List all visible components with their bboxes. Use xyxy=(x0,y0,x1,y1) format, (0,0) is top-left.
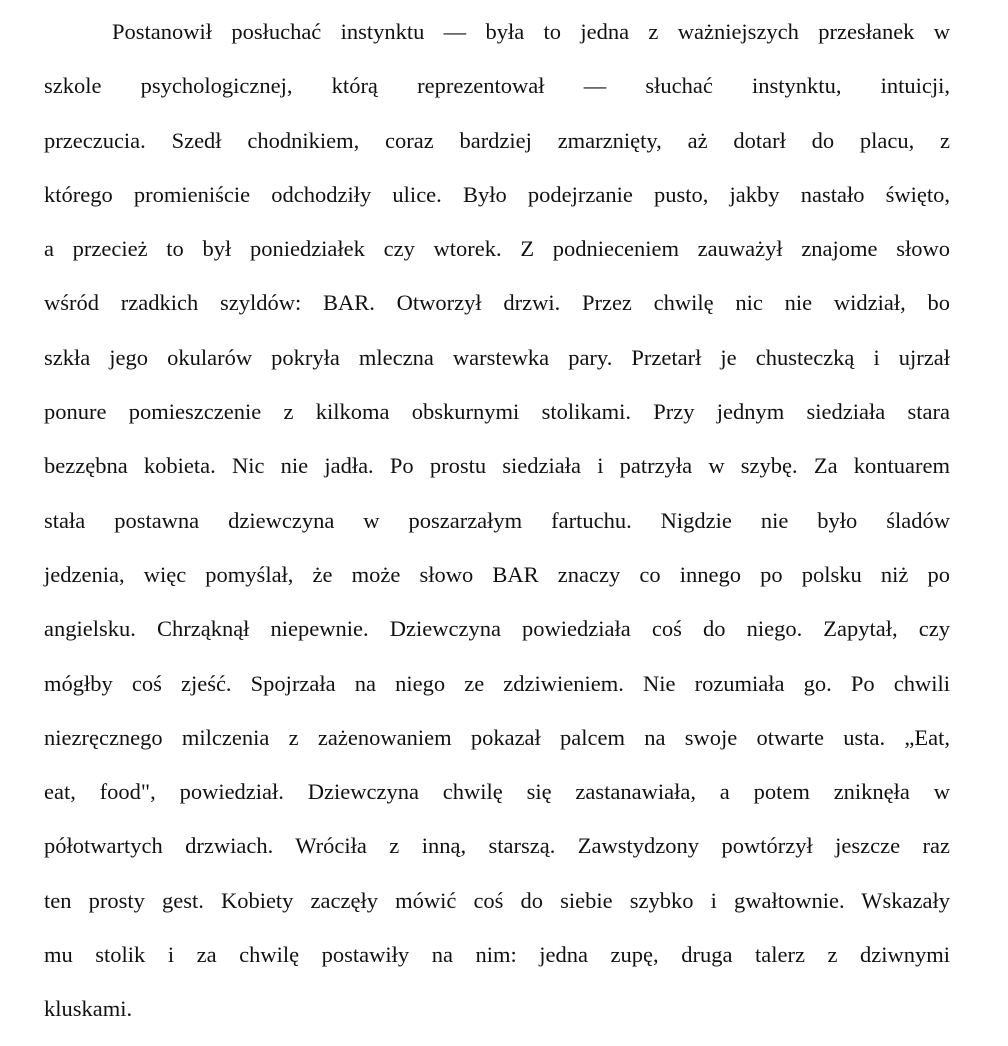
paragraph-line: niezręcznego milczenia z zażenowaniem pokazał palcem na swoje otwarte usta. „Eat, xyxy=(44,724,950,750)
paragraph-line: mógłby coś zjeść. Spojrzała na niego ze zdziwieniem. Nie rozumiała go. Po chwili xyxy=(44,670,950,696)
body-paragraph xyxy=(44,14,950,1046)
paragraph-line: szkole psychologicznej, którą reprezentował — słuchać instynktu, intuicji, xyxy=(44,73,950,99)
paragraph-line: szkła jego okularów pokryła mleczna warstewka pary. Przetarł je chusteczką i ujrzał xyxy=(44,344,950,370)
paragraph-line: kluskami. xyxy=(44,996,133,1022)
paragraph-line: Postanowił posłuchać instynktu — była to jedna z ważniejszych przesłanek w xyxy=(112,19,950,44)
paragraph-line: którego promieniście odchodziły ulice. Było podejrzanie pusto, jakby nastało święto, xyxy=(44,181,950,207)
paragraph-line: przeczucia. Szedł chodnikiem, coraz bardziej zmarznięty, aż dotarł do placu, z xyxy=(44,127,950,153)
document-page xyxy=(44,14,950,1046)
paragraph-line: bezzębna kobieta. Nic nie jadła. Po prostu siedziała i patrzyła w szybę. Za kontuarem xyxy=(44,453,950,479)
paragraph-line: ponure pomieszczenie z kilkoma obskurnymi stolikami. Przy jednym siedziała stara xyxy=(44,399,950,425)
paragraph-line: wśród rzadkich szyldów: BAR. Otworzył drzwi. Przez chwilę nic nie widział, bo xyxy=(44,290,950,316)
paragraph-line: angielsku. Chrząknął niepewnie. Dziewczyna powiedziała coś do niego. Zapytał, czy xyxy=(44,616,950,642)
paragraph-line: ten prosty gest. Kobiety zaczęły mówić coś do siebie szybko i gwałtownie. Wskazały xyxy=(44,887,950,913)
paragraph-line: mu stolik i za chwilę postawiły na nim: jedna zupę, druga talerz z dziwnymi xyxy=(44,942,950,968)
paragraph-line: stała postawna dziewczyna w poszarzałym fartuchu. Nigdzie nie było śladów xyxy=(44,507,950,533)
paragraph-line: eat, food", powiedział. Dziewczyna chwilę się zastanawiała, a potem zniknęła w xyxy=(44,779,950,805)
paragraph-line: półotwartych drzwiach. Wróciła z inną, starszą. Zawstydzony powtórzył jeszcze raz xyxy=(44,833,950,859)
paragraph-line: jedzenia, więc pomyślał, że może słowo BAR znaczy co innego po polsku niż po xyxy=(44,561,950,587)
paragraph-line: a przecież to był poniedziałek czy wtorek. Z podnieceniem zauważył znajome słowo xyxy=(44,236,950,262)
